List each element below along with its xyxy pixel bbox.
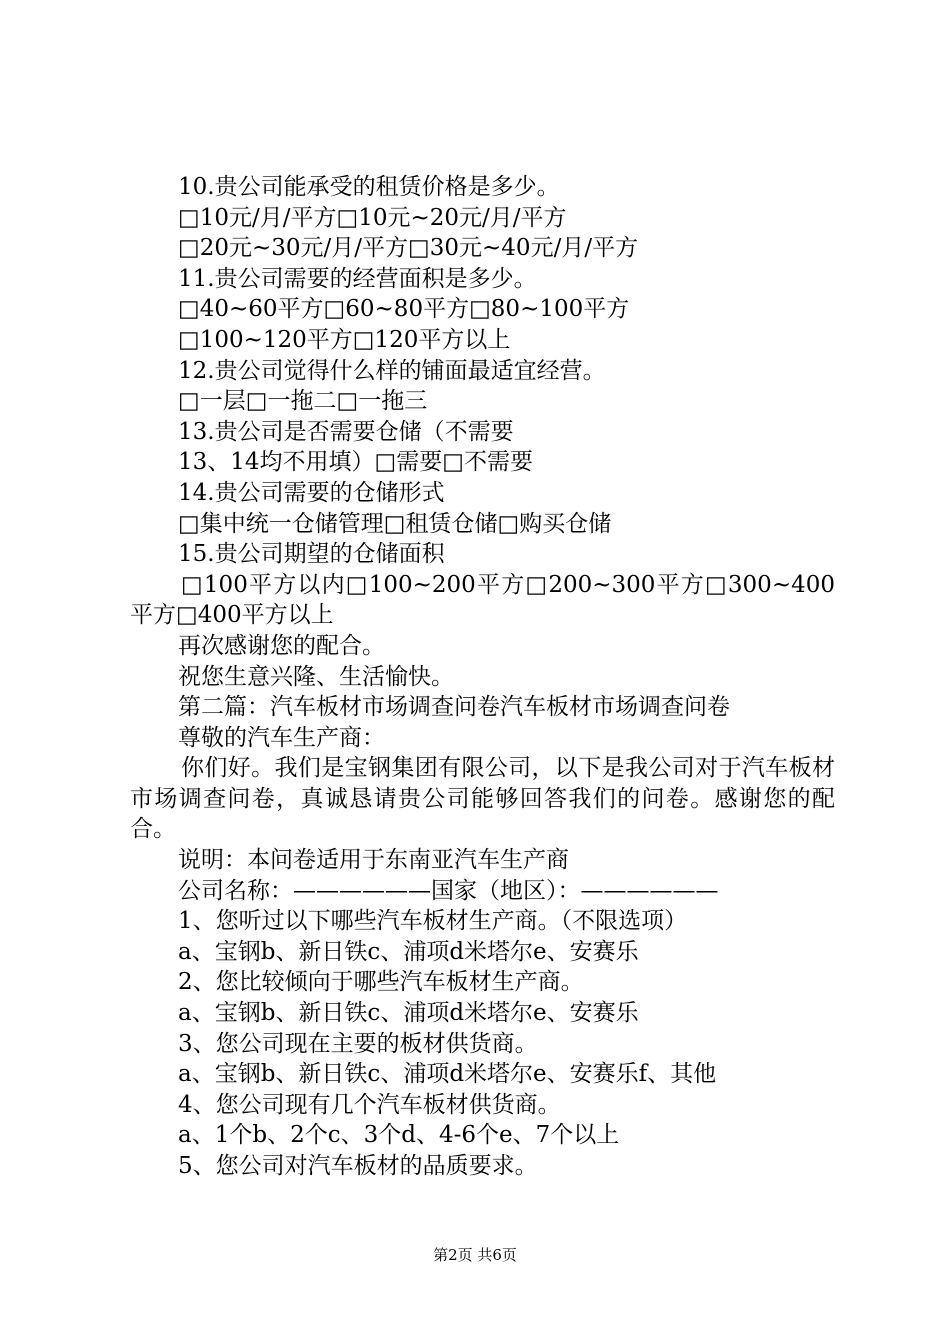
question-14: 14.贵公司需要的仓储形式	[178, 479, 445, 506]
survey-question-2-options: a、宝钢b、新日铁c、浦项d米塔尔e、安赛乐	[178, 1000, 639, 1027]
question-15: 15.贵公司期望的仓储面积	[178, 541, 445, 568]
question-11-options-2: □100~120平方□120平方以上	[178, 326, 511, 353]
survey-question-1-options: a、宝钢b、新日铁c、浦项d米塔尔e、安赛乐	[178, 938, 639, 965]
survey-note: 说明：本问卷适用于东南亚汽车生产商	[178, 847, 569, 874]
thanks-line: 再次感谢您的配合。	[178, 632, 385, 659]
question-11-options-1: □40~60平方□60~80平方□80~100平方	[178, 296, 630, 323]
question-10: 10.贵公司能承受的租赁价格是多少。	[178, 174, 560, 200]
page-footer: 第2页 共6页	[433, 1246, 517, 1264]
survey-question-4: 4、您公司现有几个汽车板材供货商。	[178, 1091, 561, 1118]
salutation: 尊敬的汽车生产商：	[178, 724, 385, 751]
survey-question-3: 3、您公司现在主要的板材供货商。	[178, 1030, 538, 1057]
survey-question-5: 5、您公司对汽车板材的品质要求。	[178, 1153, 538, 1179]
company-info-line: 公司名称：——————国家（地区）：——————	[178, 877, 719, 904]
question-10-options-1: □10元/月/平方□10元~20元/月/平方	[178, 204, 567, 231]
question-15-options: □100平方以内□100~200平方□200~300平方□300~400平方□400平方以上	[130, 571, 835, 629]
survey-question-2: 2、您比较倾向于哪些汽车板材生产商。	[178, 969, 584, 996]
survey-question-3-options: a、宝钢b、新日铁c、浦项d米塔尔e、安赛乐f、其他	[178, 1061, 717, 1088]
survey-question-4-options: a、1个b、2个c、3个d、4-6个e、7个以上	[178, 1122, 620, 1149]
section-title: 第二篇：汽车板材市场调查问卷汽车板材市场调查问卷	[178, 694, 730, 721]
wishes-line: 祝您生意兴隆、生活愉快。	[178, 663, 454, 690]
question-12-options: □一层□一拖二□一拖三	[178, 388, 428, 415]
question-10-options-2: □20元~30元/月/平方□30元~40元/月/平方	[178, 235, 639, 262]
question-14-options: □集中统一仓储管理□租赁仓储□购买仓储	[178, 510, 612, 537]
question-13: 13.贵公司是否需要仓储（不需要	[178, 418, 514, 445]
survey-question-1: 1、您听过以下哪些汽车板材生产商。（不限选项）	[178, 908, 688, 935]
document-body	[130, 172, 835, 1182]
intro-paragraph: 你们好。我们是宝钢集团有限公司，以下是我公司对于汽车板材市场调查问卷，真诚恳请贵公司能够回答我们的问卷。感谢您的配合。	[130, 755, 835, 843]
question-12: 12.贵公司觉得什么样的铺面最适宜经营。	[178, 357, 606, 384]
question-11: 11.贵公司需要的经营面积是多少。	[178, 265, 537, 292]
question-13-options: 13、14均不用填）□需要□不需要	[178, 449, 533, 476]
